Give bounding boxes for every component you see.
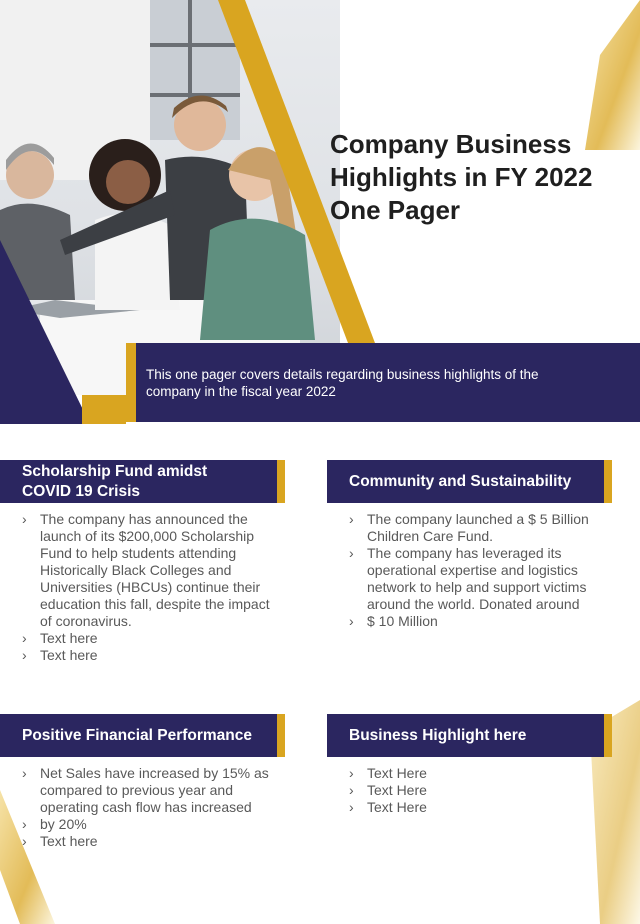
list-item: › Text Here — [349, 765, 604, 782]
page-title-line-1: Company Business — [330, 129, 572, 159]
list-item: › by 20% — [22, 816, 277, 833]
section-header-accent — [604, 460, 612, 503]
list-item: › Text here — [22, 630, 277, 647]
section-title: Positive Financial Performance — [22, 726, 253, 744]
section-header — [327, 460, 604, 503]
bullet-list — [349, 511, 604, 630]
bullet-list — [22, 765, 277, 850]
section-header — [0, 460, 277, 503]
page-title-line-3: One Pager — [330, 195, 461, 225]
list-item: › $ 10 Million — [349, 613, 604, 630]
section-community — [327, 460, 612, 630]
section-title: Community and Sustainability — [349, 472, 572, 490]
section-header-accent — [604, 714, 612, 757]
section-title-line-2: COVID 19 Crisis — [22, 482, 141, 500]
section-header-accent — [277, 460, 285, 503]
page-title-line-2: Highlights in FY 2022 — [330, 162, 593, 192]
list-item: › Text here — [22, 833, 277, 850]
list-item: › Text here — [22, 647, 277, 664]
list-item: › Text Here — [349, 782, 604, 799]
intro-text: This one pager covers details regarding business highlights of the company in the fiscal year 2022 — [146, 367, 539, 399]
section-header-accent — [277, 714, 285, 757]
section-title-line-1: Scholarship Fund amidst — [22, 462, 208, 480]
list-item: › Text Here — [349, 799, 604, 816]
bullet-list — [349, 765, 604, 816]
list-item: › The company has announced the launch of its $200,000 Scholarship Fund to help students attending Historically Black Colleges and Universities (HBCUs) continue their education this fall, despite the impact of coronavirus. — [22, 511, 277, 630]
intro-band-gold-edge — [126, 343, 136, 422]
list-item: › Net Sales have increased by 15% as compared to previous year and operating cash flow has increased — [22, 765, 277, 816]
section-financial — [0, 714, 285, 850]
section-scholarship — [0, 460, 285, 664]
section-business-highlight — [327, 714, 612, 816]
list-item: › The company launched a $ 5 Billion Children Care Fund. — [349, 511, 604, 545]
bullet-list — [22, 511, 277, 664]
list-item: › The company has leveraged its operational expertise and logistics network to help and support victims around the world. Donated around — [349, 545, 604, 613]
section-title: Business Highlight here — [349, 726, 527, 744]
section-header — [327, 714, 604, 757]
section-header — [0, 714, 277, 757]
page-title — [330, 128, 630, 227]
